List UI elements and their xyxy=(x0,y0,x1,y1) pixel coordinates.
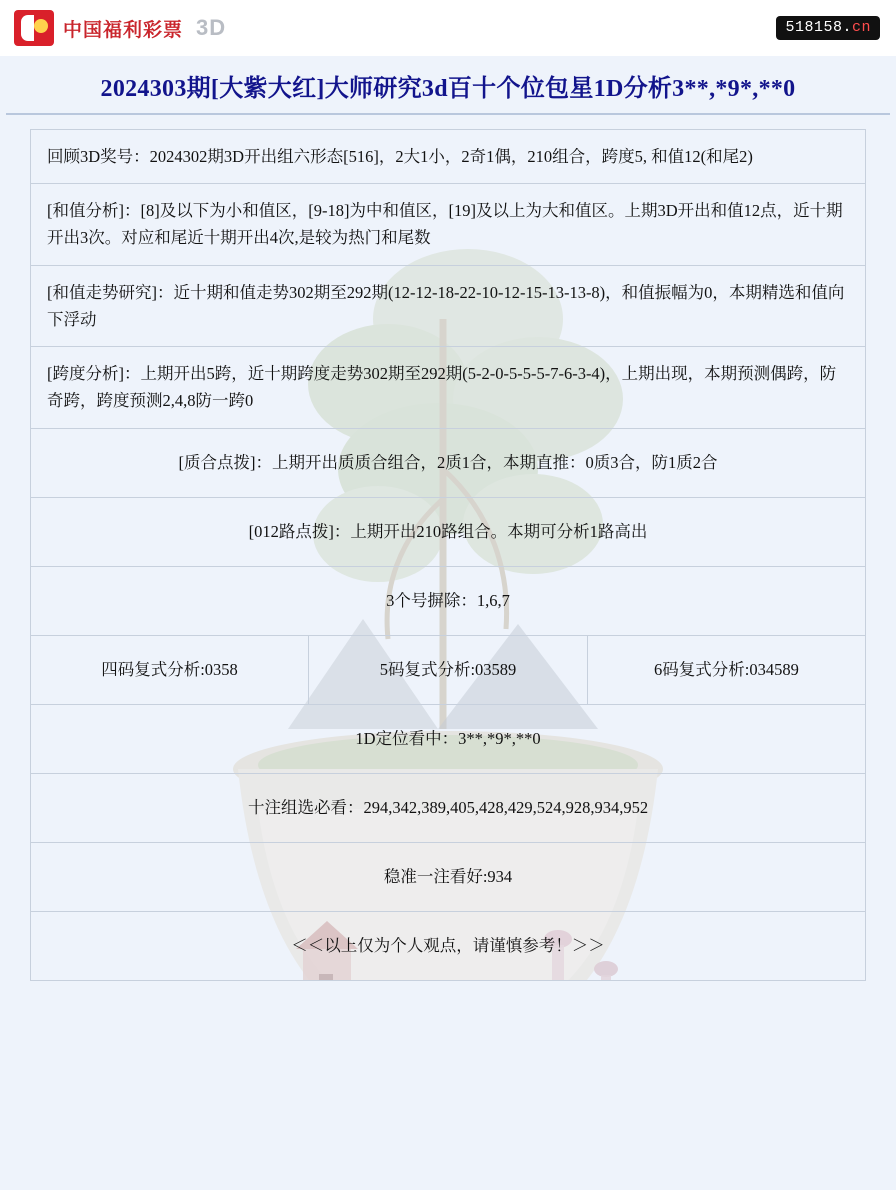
page-title: 2024303期[大紫大红]大师研究3d百十个位包星1D分析3**,*9*,**0 xyxy=(100,76,796,102)
welfare-lottery-logo-icon xyxy=(14,10,54,46)
brand-logo[interactable] xyxy=(14,10,226,46)
analysis-table-body xyxy=(31,130,866,981)
table-row xyxy=(31,566,866,635)
brand-name: 中国福利彩票 xyxy=(63,19,184,41)
site-url-main: 518158. xyxy=(785,19,852,36)
span-analysis-row: [跨度分析]：上期开出5跨，近十期跨度走势302期至292期(5-2-0-5-5-5-7-6-3-4)，上期出现，本期预测偶跨，防奇跨，跨度预测2,4,8防一跨0 xyxy=(31,347,866,428)
five-code-cell: 5码复式分析:03589 xyxy=(309,635,588,704)
analysis-table xyxy=(30,129,866,981)
table-row xyxy=(31,911,866,980)
site-url-suffix: cn xyxy=(851,19,871,36)
exclude-row: 3个号摒除：1,6,7 xyxy=(31,566,866,635)
sum-trend-row: [和值走势研究]：近十期和值走势302期至292期(12-12-18-22-10-12-15-13-13-8)，和值振幅为0，本期精选和值向下浮动 xyxy=(31,265,866,346)
table-row xyxy=(31,184,866,265)
article-body xyxy=(30,129,866,981)
position-1d-row: 1D定位看中：3**,*9*,**0 xyxy=(31,704,866,773)
site-header xyxy=(0,0,896,56)
site-url-badge[interactable] xyxy=(776,16,880,40)
brand-3d-label: 3D xyxy=(196,15,227,40)
table-row xyxy=(31,635,866,704)
table-row xyxy=(31,265,866,346)
six-code-cell: 6码复式分析:034589 xyxy=(587,635,865,704)
route-012-row: [012路点拨]：上期开出210路组合。本期可分析1路高出 xyxy=(31,497,866,566)
table-row xyxy=(31,428,866,497)
table-row xyxy=(31,497,866,566)
title-divider xyxy=(6,113,890,115)
table-row xyxy=(31,773,866,842)
table-row xyxy=(31,704,866,773)
table-row xyxy=(31,842,866,911)
table-row xyxy=(31,130,866,184)
ten-bets-row: 十注组选必看：294,342,389,405,428,429,524,928,934,952 xyxy=(31,773,866,842)
prime-composite-row: [质合点拨]：上期开出质质合组合，2质1合，本期直推：0质3合，防1质2合 xyxy=(31,428,866,497)
best-bet-row: 稳准一注看好:934 xyxy=(31,842,866,911)
sum-analysis-row: [和值分析]：[8]及以下为小和值区，[9-18]为中和值区，[19]及以上为大和值区。上期3D开出和值12点，近十期开出3次。对应和尾近十期开出4次,是较为热门和尾数 xyxy=(31,184,866,265)
table-row xyxy=(31,347,866,428)
four-code-cell: 四码复式分析:0358 xyxy=(31,635,309,704)
review-row: 回顾3D奖号：2024302期3D开出组六形态[516]，2大1小，2奇1偶，210组合，跨度5, 和值12(和尾2) xyxy=(31,130,866,184)
disclaimer-row: ＜＜以上仅为个人观点，请谨慎参考！＞＞ xyxy=(31,911,866,980)
